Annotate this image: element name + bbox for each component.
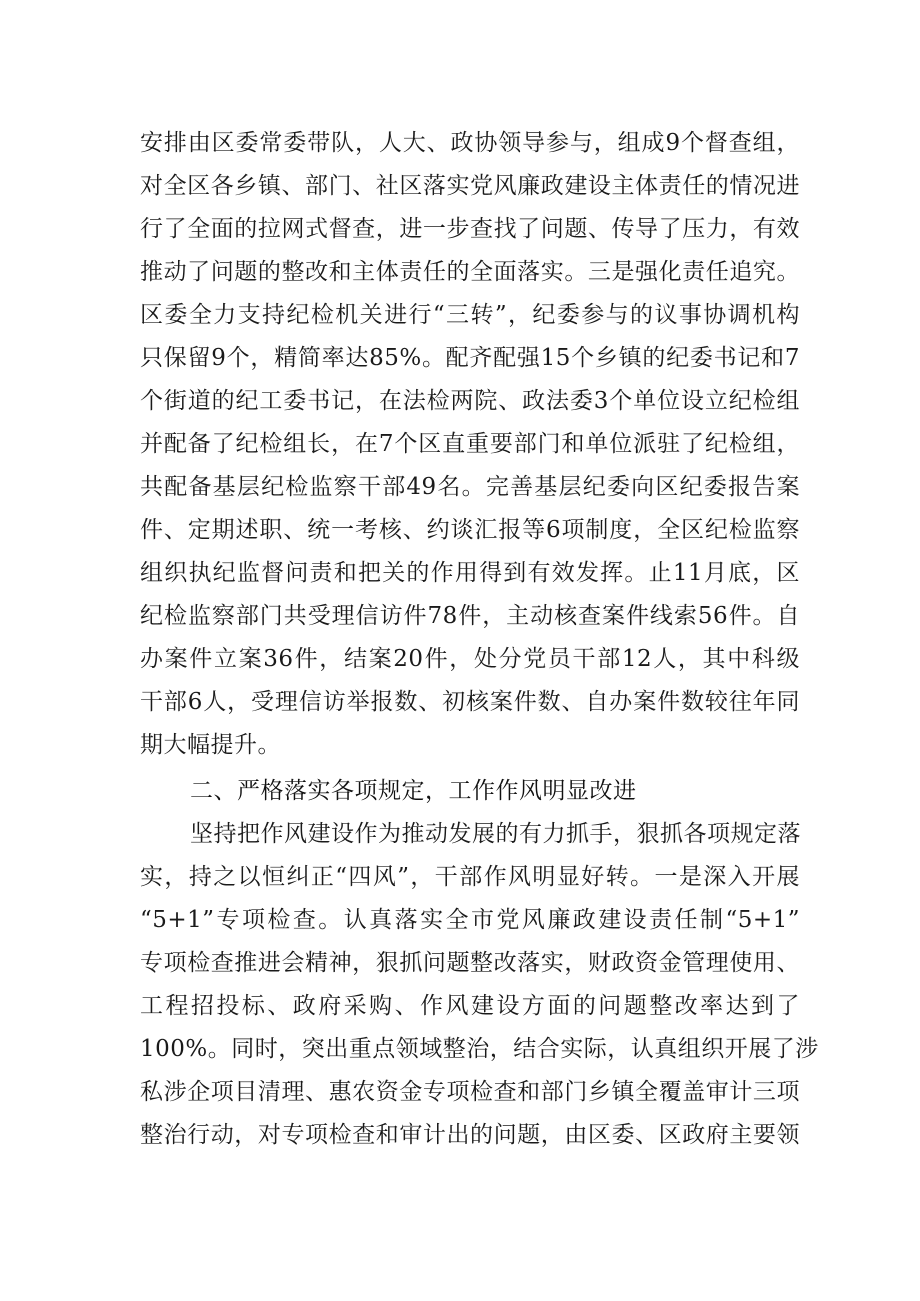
paragraph-line: 只保留9个，精简率达85%。配齐配强15个乡镇的纪委书记和7 <box>140 345 800 371</box>
paragraph-line: 100%。同时，突出重点领域整治，结合实际，认真组织开展了涉 <box>140 1036 819 1062</box>
paragraph-line: 办案件立案36件，结案20件，处分党员干部12人，其中科级 <box>140 646 800 672</box>
paragraph-line: 行了全面的拉网式督查，进一步查找了问题、传导了压力，有效 <box>140 216 800 242</box>
paragraph-line: 整治行动，对专项检查和审计出的问题，由区委、区政府主要领 <box>140 1122 800 1148</box>
paragraph-line: 坚持把作风建设作为推动发展的有力抓手，狠抓各项规定落 <box>190 821 801 847</box>
section-heading: 二、严格落实各项规定，工作作风明显改进 <box>190 778 637 804</box>
paragraph-line: 纪检监察部门共受理信访件78件，主动核查案件线索56件。自 <box>140 603 800 629</box>
paragraph-line: 个街道的纪工委书记，在法检两院、政法委3个单位设立纪检组 <box>140 388 800 414</box>
paragraph-line: 实，持之以恒纠正“四风”，干部作风明显好转。一是深入开展 <box>140 864 800 890</box>
paragraph-line: 工程招投标、政府采购、作风建设方面的问题整改率达到了 <box>140 993 800 1019</box>
paragraph-line: 组织执纪监督问责和把关的作用得到有效发挥。止11月底，区 <box>140 560 800 586</box>
paragraph-line: 对全区各乡镇、部门、社区落实党风廉政建设主体责任的情况进 <box>140 173 800 199</box>
paragraph-line: 专项检查推进会精神，狠抓问题整改落实，财政资金管理使用、 <box>140 950 800 976</box>
paragraph-line: 干部6人，受理信访举报数、初核案件数、自办案件数较往年同 <box>140 689 800 715</box>
paragraph-line: 并配备了纪检组长，在7个区直重要部门和单位派驻了纪检组， <box>140 431 800 457</box>
paragraph-line: 安排由区委常委带队，人大、政协领导参与，组成9个督查组， <box>140 130 800 156</box>
paragraph-line: 区委全力支持纪检机关进行“三转”，纪委参与的议事协调机构 <box>140 302 800 328</box>
paragraph-line: 私涉企项目清理、惠农资金专项检查和部门乡镇全覆盖审计三项 <box>140 1079 800 1105</box>
paragraph-line: 推动了问题的整改和主体责任的全面落实。三是强化责任追究。 <box>140 259 800 285</box>
paragraph-line: 共配备基层纪检监察干部49名。完善基层纪委向区纪委报告案 <box>140 474 800 500</box>
paragraph-line: “5+1”专项检查。认真落实全市党风廉政建设责任制“5+1” <box>140 907 800 933</box>
paragraph-line: 期大幅提升。 <box>140 732 281 758</box>
paragraph-line: 件、定期述职、统一考核、约谈汇报等6项制度，全区纪检监察 <box>140 517 800 543</box>
